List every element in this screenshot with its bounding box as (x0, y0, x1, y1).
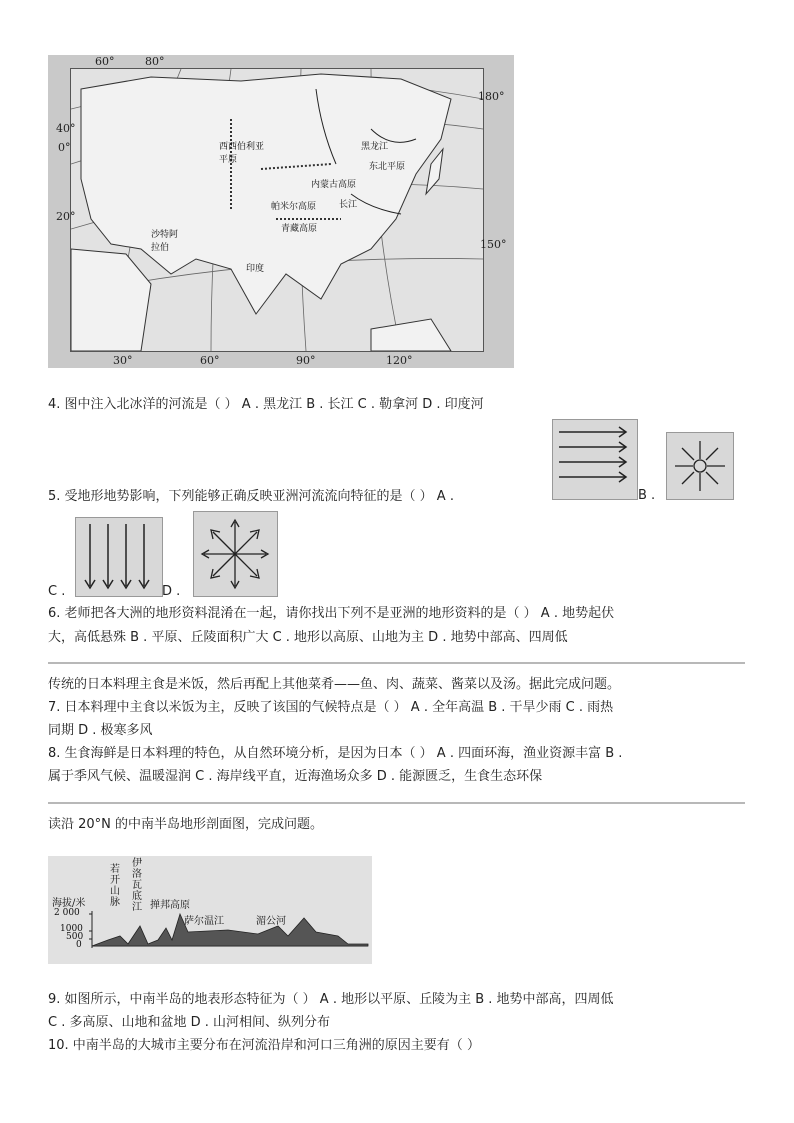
option-b-image (666, 432, 734, 500)
question-7-line-1: 7. 日本料理中主食以米饭为主，反映了该国的气候特点是（ ） A . 全年高温 B . 干旱少雨 C . 雨热 (48, 700, 614, 715)
option-b-label: B . (638, 488, 656, 503)
map-label-dongbei: 东北平原 (369, 162, 406, 172)
map-label-neimeng: 内蒙古高原 (311, 180, 357, 190)
map-label-changjiang: 长江 (339, 200, 358, 210)
map-label-india: 印度 (246, 264, 265, 274)
question-6-line-1: 6. 老师把各大洲的地形资料混淆在一起，请你找出下列不是亚洲的地形资料的是（ ） A . 地势起伏 (48, 606, 615, 621)
profile-tick-500: 500 (66, 932, 84, 942)
question-9-line-2: C . 多高原、山地和盆地 D . 山河相间、纵列分布 (48, 1015, 331, 1030)
map-degree-60: 60° (95, 55, 115, 68)
profile-tick-0: 0 (76, 940, 82, 950)
section-divider (48, 802, 745, 804)
question-8-line-2: 属于季风气候、温暖湿润 C . 海岸线平直，近海渔场众多 D . 能源匮乏，生食生态环保 (48, 769, 543, 784)
map-degree-90: 90° (296, 354, 316, 367)
terrain-profile-drawing (48, 856, 372, 964)
map-degree-0: 0° (58, 141, 71, 154)
arrows-outward-icon (194, 512, 277, 596)
arrows-inward-icon (667, 433, 733, 499)
question-7-line-2: 同期 D . 极寒多风 (48, 723, 153, 738)
map-degree-150: 150° (480, 238, 507, 251)
arrows-right-icon (553, 420, 637, 499)
profile-ylabel: 海拔/米 (52, 898, 86, 909)
option-a-image (552, 419, 638, 500)
asia-map (70, 68, 484, 352)
question-9-line-1: 9. 如图所示，中南半岛的地表形态特征为（ ） A . 地形以平原、丘陵为主 B . 地势中部高，四周低 (48, 992, 614, 1007)
question-10: 10. 中南半岛的大城市主要分布在河流沿岸和河口三角洲的原因主要有（ ） (48, 1038, 480, 1053)
profile-label-meigong: 湄公河 (256, 916, 286, 927)
map-label-pamir: 帕米尔高原 (271, 202, 317, 212)
map-label-qingzang: 青藏高原 (281, 224, 318, 234)
profile-tick-2000: 2 000 (54, 908, 80, 918)
map-degree-120: 120° (386, 354, 413, 367)
profile-label-saerwen: 萨尔温江 (184, 916, 224, 927)
map-degree-30: 30° (113, 354, 133, 367)
map-degree-20: 20° (56, 210, 76, 223)
section-divider (48, 662, 745, 664)
passage-profile: 读沿 20°N 的中南半岛地形剖面图，完成问题。 (48, 817, 324, 832)
map-label-arabia: 沙特阿拉伯 (151, 230, 179, 253)
option-d-image (193, 511, 278, 597)
map-degree-80: 80° (145, 55, 165, 68)
profile-label-yiluowadi: 伊洛瓦底江 (132, 858, 142, 913)
map-label-heilong: 黑龙江 (361, 142, 389, 152)
profile-label-shanbang: 掸邦高原 (150, 900, 190, 911)
option-c-image (75, 517, 163, 597)
map-degree-40: 40° (56, 122, 76, 135)
option-d-label: D . (162, 584, 181, 599)
map-degree-180: 180° (478, 90, 505, 103)
map-degree-60-bottom: 60° (200, 354, 220, 367)
passage-japan-cuisine: 传统的日本料理主食是米饭，然后再配上其他菜肴——鱼、肉、蔬菜、酱菜以及汤。据此完成问题。 (48, 677, 621, 692)
question-5: 5. 受地形地势影响，下列能够正确反映亚洲河流流向特征的是（ ） A . (48, 489, 454, 504)
question-4: 4. 图中注入北冰洋的河流是（ ） A . 黑龙江 B . 长江 C . 勒拿河 D . 印度河 (48, 397, 484, 412)
question-8-line-1: 8. 生食海鲜是日本料理的特色，从自然环境分析，是因为日本（ ） A . 四面环海，渔业资源丰富 B . (48, 746, 623, 761)
profile-tick-1000: 1000 (60, 924, 83, 934)
terrain-profile-figure (48, 856, 372, 964)
question-6-line-2: 大，高低悬殊 B . 平原、丘陵面积广大 C . 地形以高原、山地为主 D . 地势中部高、四周低 (48, 630, 568, 645)
arrows-down-icon (76, 518, 162, 596)
profile-label-ruokai: 若开山脉 (110, 864, 120, 908)
map-label-xiberia: 西西伯利亚平原 (219, 142, 265, 165)
option-c-label: C . (48, 584, 66, 599)
